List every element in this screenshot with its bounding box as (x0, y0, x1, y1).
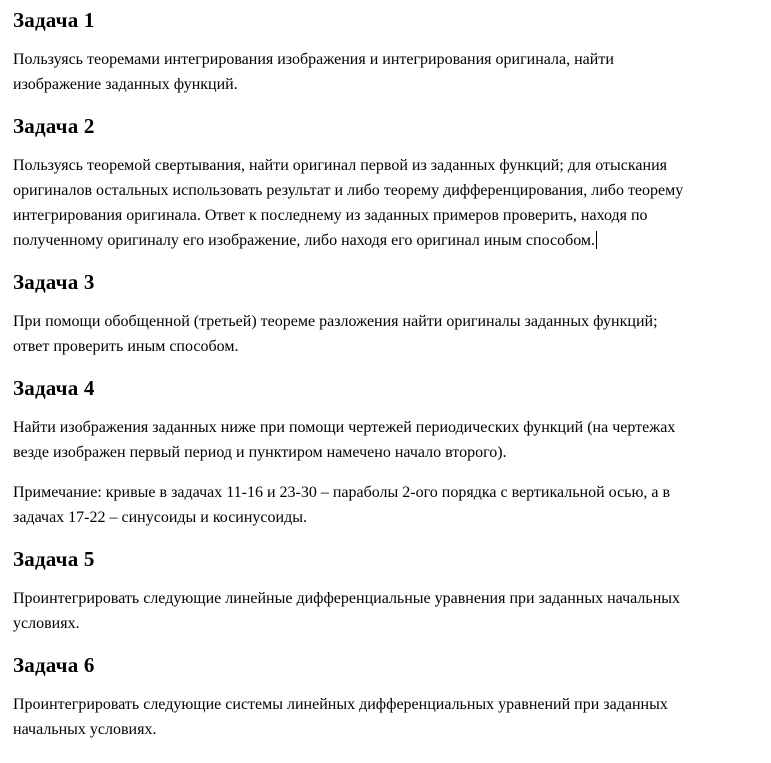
text-line[interactable]: задачах 17-22 – синусоиды и косинусоиды. (13, 509, 307, 526)
text-line[interactable]: начальных условиях. (13, 721, 157, 738)
text-cursor (596, 231, 597, 249)
text-line[interactable]: изображение заданных функций. (13, 76, 238, 93)
text-line[interactable]: Примечание: кривые в задачах 11-16 и 23-30 – параболы 2-ого порядка с вертикальной осью, а в (13, 484, 671, 501)
text-line[interactable]: Проинтегрировать следующие системы линейных дифференциальных уравнений при заданных (13, 696, 668, 713)
text-line[interactable]: везде изображен первый период и пунктиром намечено начало второго). (13, 444, 507, 461)
paragraph-zadacha-5 (13, 586, 758, 636)
heading-zadacha-3[interactable]: Задача 3 (13, 270, 95, 294)
paragraph-zadacha-1 (13, 47, 758, 97)
text-line[interactable]: Пользуясь теоремой свертывания, найти оригинал первой из заданных функций; для отыскания (13, 157, 667, 174)
heading-zadacha-5[interactable]: Задача 5 (13, 547, 95, 571)
heading-zadacha-6[interactable]: Задача 6 (13, 653, 95, 677)
paragraph-zadacha-4 (13, 415, 758, 465)
text-line[interactable]: условиях. (13, 615, 80, 632)
text-line[interactable]: оригиналов остальных использовать результат и либо теорему дифференцирования, либо теорему (13, 182, 684, 199)
paragraph-zadacha-4-note (13, 480, 758, 530)
heading-zadacha-1[interactable]: Задача 1 (13, 8, 95, 32)
text-line[interactable]: Найти изображения заданных ниже при помощи чертежей периодических функций (на чертежах (13, 419, 676, 436)
text-line[interactable]: При помощи обобщенной (третьей) теореме разложения найти оригиналы заданных функций; (13, 313, 658, 330)
text-line-with-cursor (13, 228, 758, 253)
text-line[interactable]: Проинтегрировать следующие линейные дифференциальные уравнения при заданных начальных (13, 590, 681, 607)
text-line[interactable]: интегрирования оригинала. Ответ к последнему из заданных примеров проверить, находя по (13, 207, 648, 224)
paragraph-zadacha-6 (13, 692, 758, 742)
heading-zadacha-2[interactable]: Задача 2 (13, 114, 95, 138)
heading-zadacha-4[interactable]: Задача 4 (13, 376, 95, 400)
paragraph-zadacha-2 (13, 153, 758, 253)
paragraph-zadacha-3 (13, 309, 758, 359)
text-line[interactable]: Пользуясь теоремами интегрирования изображения и интегрирования оригинала, найти (13, 51, 614, 68)
text-line[interactable]: полученному оригиналу его изображение, либо находя его оригинал иным способом. (13, 232, 596, 249)
text-line[interactable]: ответ проверить иным способом. (13, 338, 239, 355)
